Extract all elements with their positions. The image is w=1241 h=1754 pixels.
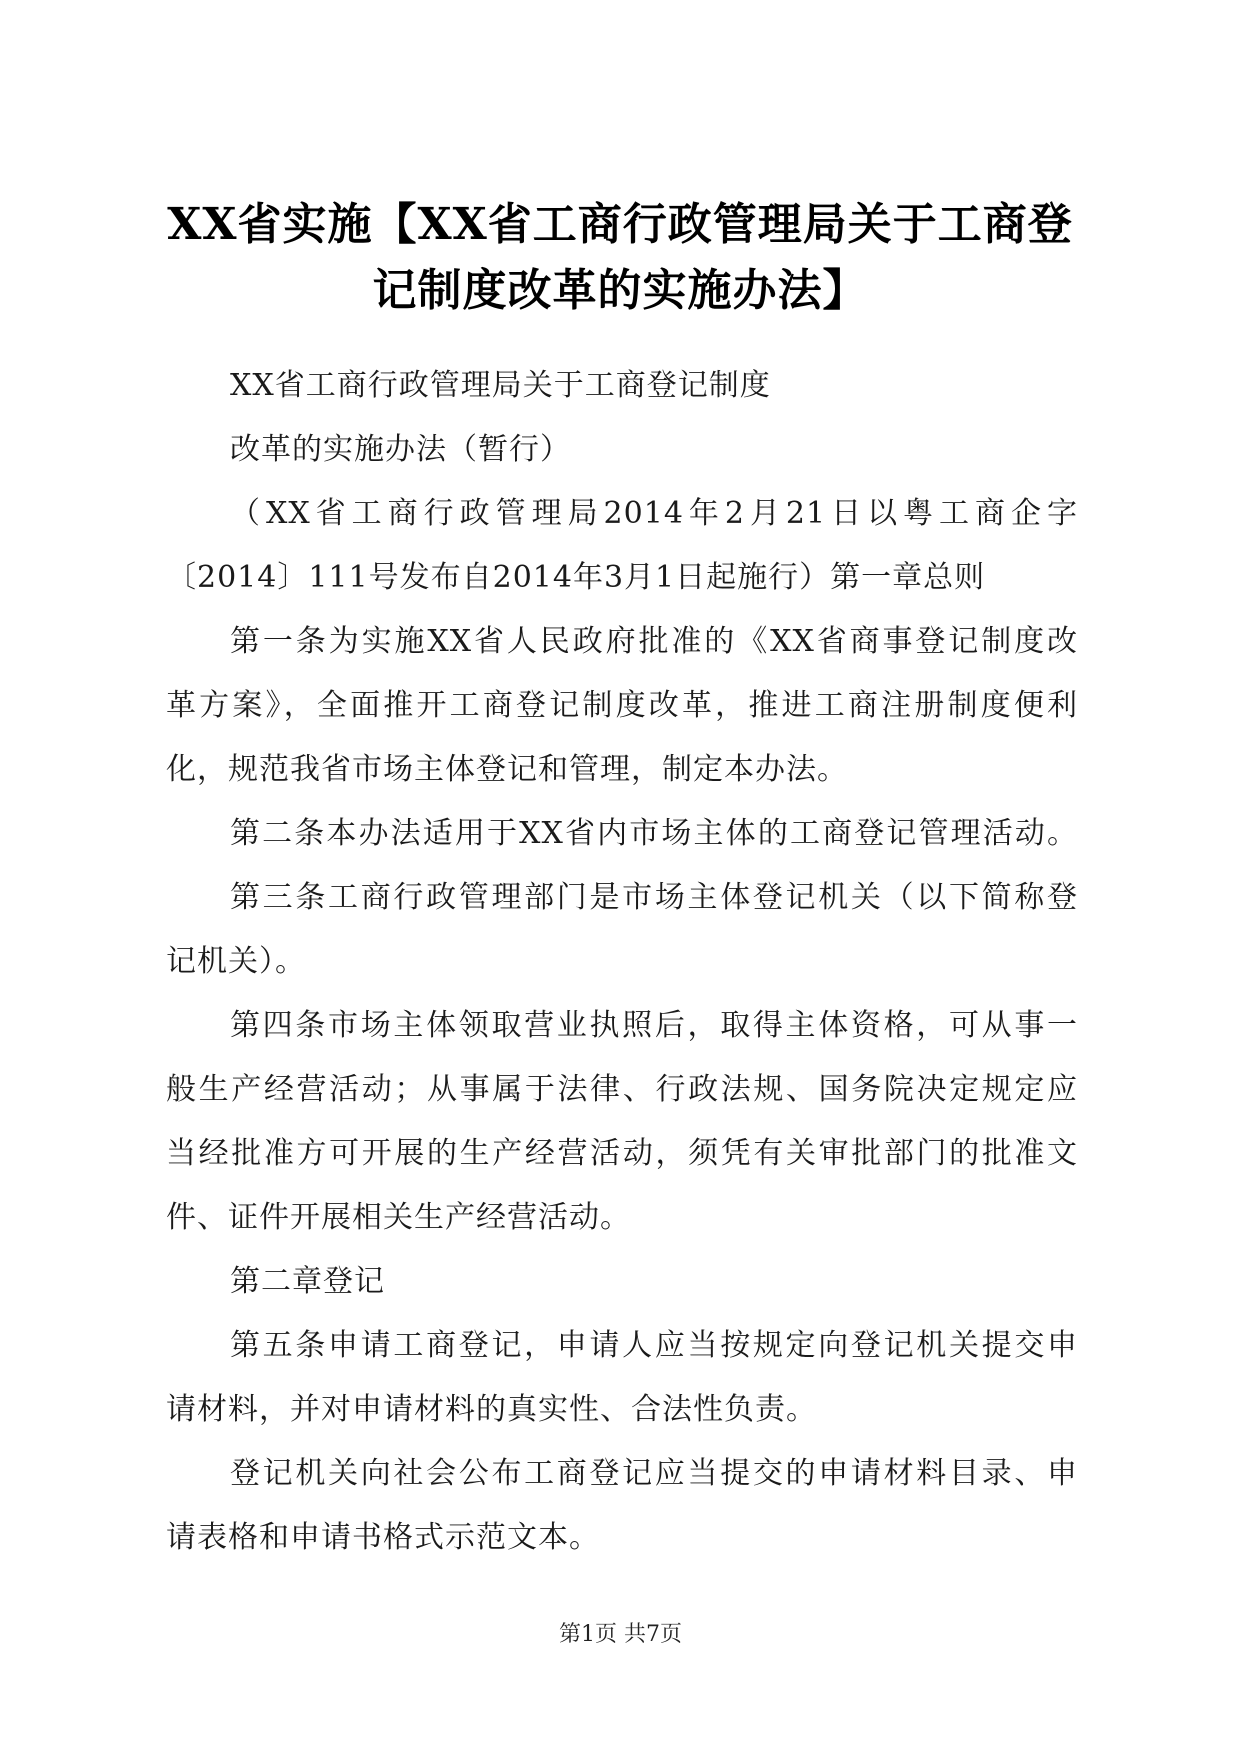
text-line: 化，规范我省市场主体登记和管理，制定本办法。 [166, 752, 848, 787]
page-footer: 第1页 共7页 [559, 1622, 682, 1647]
text-line: 请表格和申请书格式示范文本。 [166, 1520, 600, 1555]
text-line: 〔2014〕111号发布自2014年3月1日起施行）第一章总则 [166, 560, 986, 595]
text-line: 改革的实施办法（暂行） [230, 432, 571, 467]
text-line: 第二条本办法适用于XX省内市场主体的工商登记管理活动。 [230, 816, 1078, 851]
text-line: 当经批准方可开展的生产经营活动，须凭有关审批部门的批准文 [166, 1136, 1078, 1171]
text-line: 第一条为实施XX省人民政府批准的《XX省商事登记制度改 [230, 624, 1078, 659]
title-line-1: XX省实施【XX省工商行政管理局关于工商登 [167, 199, 1073, 250]
text-line: 第四条市场主体领取营业执照后，取得主体资格，可从事一 [230, 1008, 1078, 1043]
title-line-2: 记制度改革的实施办法】 [372, 265, 868, 316]
text-line: 登记机关向社会公布工商登记应当提交的申请材料目录、申 [230, 1456, 1078, 1491]
text-line: （XX省工商行政管理局2014年2月21日以粤工商企字 [230, 496, 1078, 531]
text-line: 第二章登记 [230, 1264, 385, 1299]
text-line: 请材料，并对申请材料的真实性、合法性负责。 [166, 1392, 817, 1427]
document-title [160, 192, 1080, 324]
document-body [166, 354, 1078, 1570]
text-line: 第五条申请工商登记，申请人应当按规定向登记机关提交申 [230, 1328, 1078, 1363]
text-line: XX省工商行政管理局关于工商登记制度 [230, 368, 771, 403]
text-line: 般生产经营活动；从事属于法律、行政法规、国务院决定规定应 [166, 1072, 1078, 1107]
text-line: 记机关）。 [166, 944, 306, 979]
text-line: 第三条工商行政管理部门是市场主体登记机关（以下简称登 [230, 880, 1078, 915]
text-line: 件、证件开展相关生产经营活动。 [166, 1200, 631, 1235]
text-line: 革方案》，全面推开工商登记制度改革，推进工商注册制度便利 [166, 688, 1078, 723]
